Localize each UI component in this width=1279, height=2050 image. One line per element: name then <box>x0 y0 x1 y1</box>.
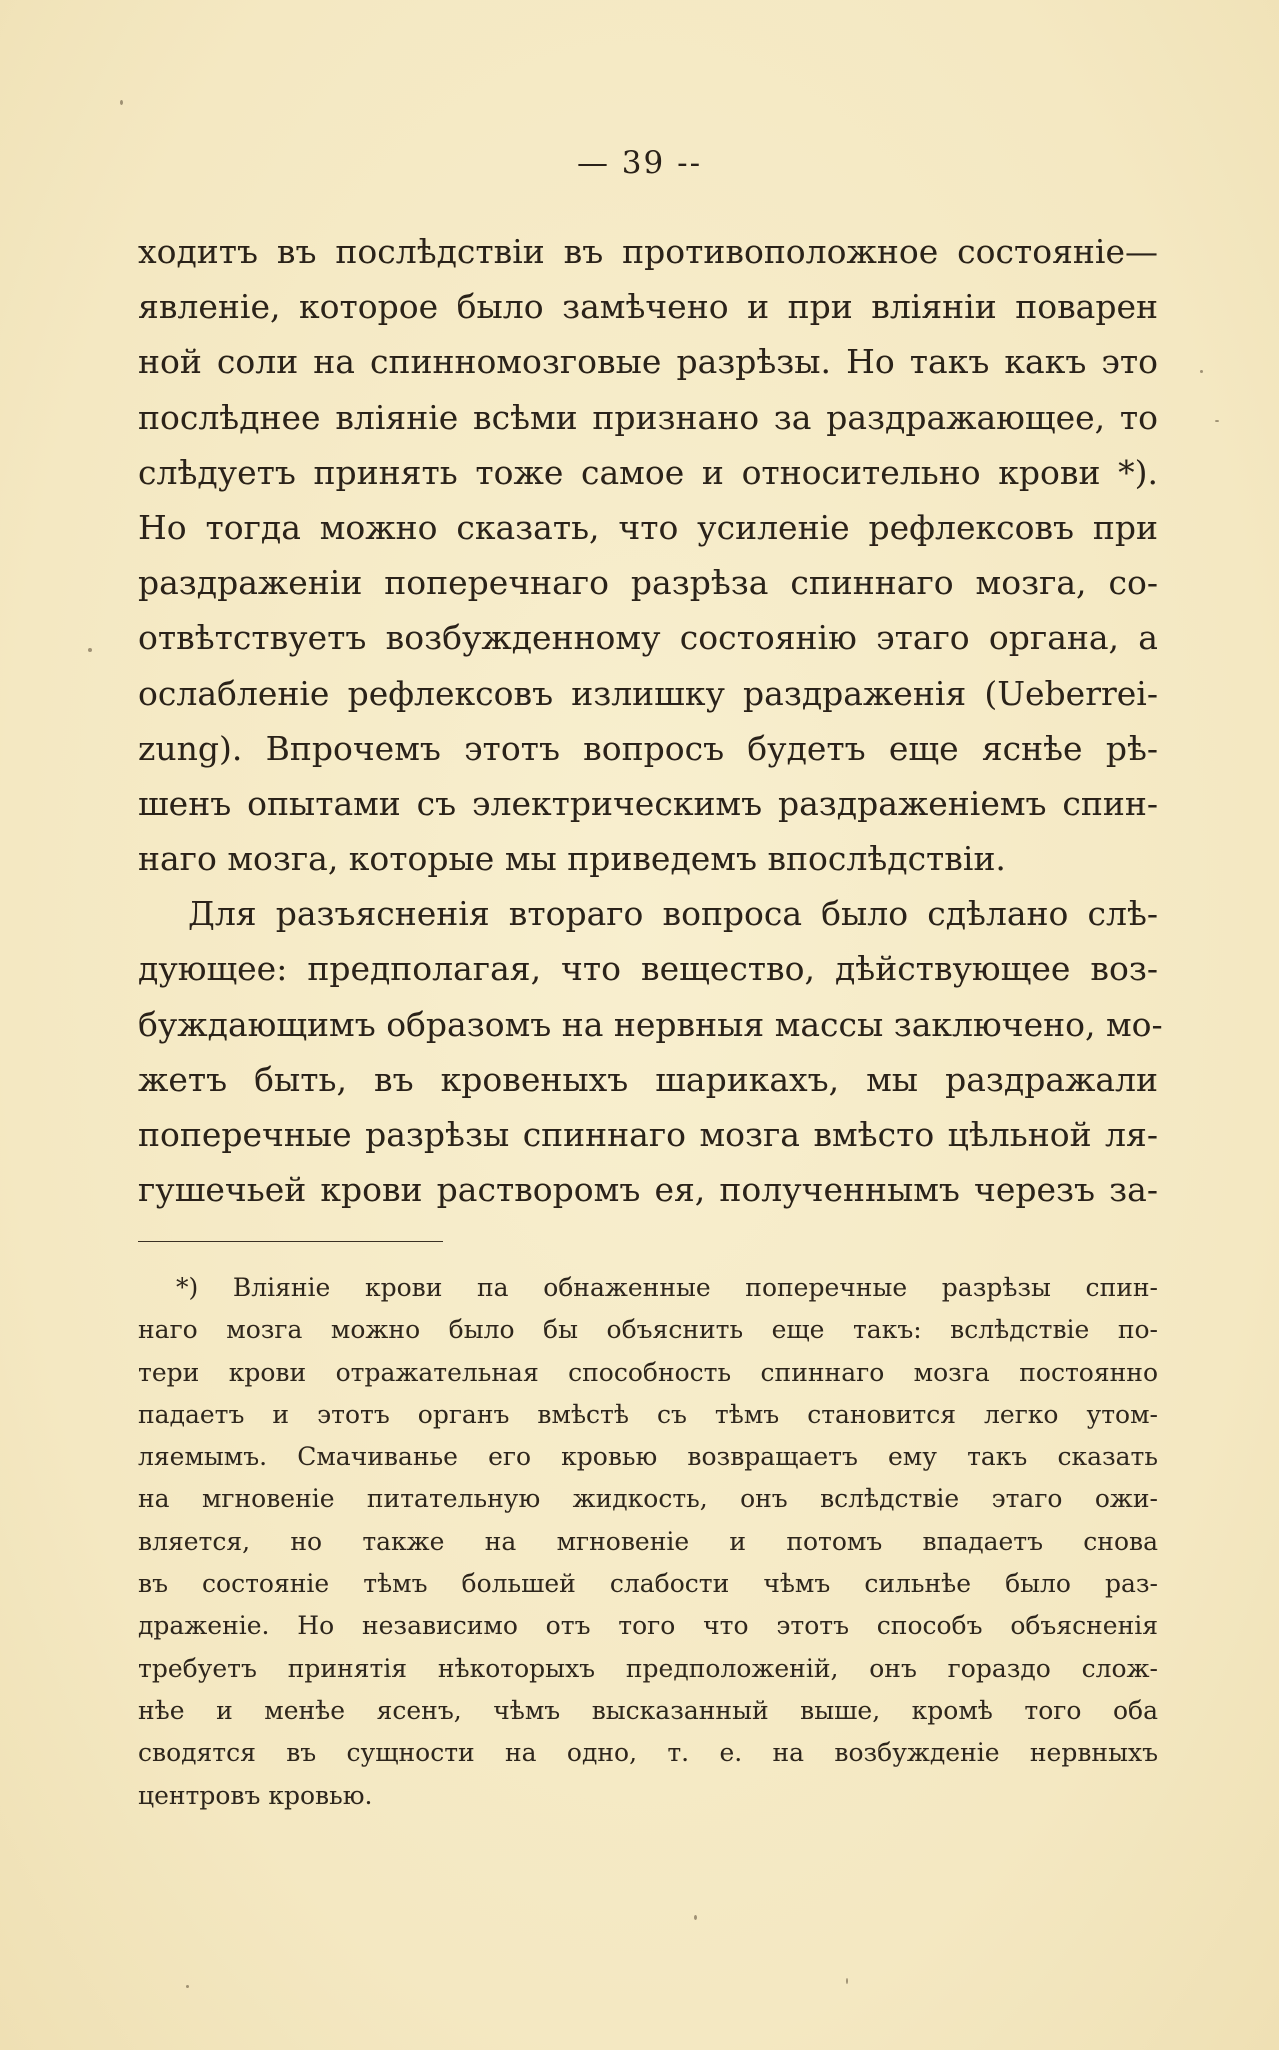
footnote-separator <box>138 1241 443 1242</box>
text-line: наго мозга, которые мы приведемъ впослѣдствіи. <box>138 839 1006 879</box>
page-number: — 39 -- <box>576 145 703 181</box>
text-line: гушечьей крови растворомъ ея, полученнымъ черезъ за- <box>138 1170 1158 1210</box>
footnote-line: драженіе. Но независимо отъ того что этотъ способъ объясненія <box>138 1611 1158 1641</box>
footnote <box>138 1267 1158 1817</box>
text-line: ной соли на спинномозговые разрѣзы. Но такъ какъ это <box>138 342 1158 382</box>
text-line: раздраженіи поперечнаго разрѣза спиннаго мозга, со- <box>138 563 1158 603</box>
text-line: отвѣтствуетъ возбужденному состоянію этаго органа, а <box>138 618 1158 658</box>
text-line: жетъ быть, въ кровеныхъ шарикахъ, мы раздражали <box>138 1059 1158 1099</box>
footnote-line: падаетъ и этотъ органъ вмѣстѣ съ тѣмъ становится легко утом- <box>138 1399 1158 1429</box>
text-line: поперечные разрѣзы спиннаго мозга вмѣсто цѣльной ля- <box>138 1115 1158 1154</box>
text-line: явленіе, которое было замѣчено и при вліяніи поварен <box>138 287 1158 327</box>
text-line: дующее: предполагая, что вещество, дѣйствующее воз- <box>138 949 1158 989</box>
text-line: послѣднее вліяніе всѣми признано за раздражающее, то <box>138 397 1158 437</box>
paper-speck <box>846 1978 848 1984</box>
footnote-line: требуетъ принятія нѣкоторыхъ предположеній, онъ гораздо слож- <box>138 1653 1158 1683</box>
text-line: шенъ опытами съ электрическимъ раздраженіемъ спин- <box>138 783 1158 823</box>
paper-speck <box>1215 420 1219 422</box>
text-line: zung). Впрочемъ этотъ вопросъ будетъ еще яснѣе рѣ- <box>138 728 1158 768</box>
text-line: Но тогда можно сказать, что усиленіе рефлексовъ при <box>138 507 1158 547</box>
footnote-line: нѣе и менѣе ясенъ, чѣмъ высказанный выше, кромѣ того оба <box>138 1695 1158 1725</box>
paper-speck <box>88 648 92 652</box>
text-line: слѣдуетъ принять тоже самое и относительно крови *). <box>138 452 1158 492</box>
footnote-line: центровъ кровью. <box>138 1780 373 1810</box>
footnote-line: сводятся въ сущности на одно, т. е. на возбужденіе нервныхъ <box>138 1738 1158 1768</box>
paper-speck <box>186 1985 189 1988</box>
text-line: ходитъ въ послѣдствіи въ противоположное состояніе— <box>138 232 1158 271</box>
footnote-line: вляется, но также на мгновеніе и потомъ впадаетъ снова <box>138 1526 1158 1556</box>
footnote-line: *) Вліяніе крови па обнаженные поперечные разрѣзы спин- <box>176 1273 1158 1302</box>
text-line: буждающимъ образомъ на нервныя массы заключено, мо- <box>138 1004 1163 1044</box>
footnote-line: въ состояніе тѣмъ большей слабости чѣмъ сильнѣе было раз- <box>138 1569 1158 1599</box>
footnote-line: ляемымъ. Смачиванье его кровью возвращаетъ ему такъ сказать <box>138 1442 1158 1472</box>
paper-speck <box>694 1915 697 1920</box>
paragraph-first-line: Для разъясненія втораго вопроса было сдѣлано слѣ- <box>188 894 1158 934</box>
text-line: ослабленіе рефлексовъ излишку раздраженія (Ueberrei- <box>138 673 1158 713</box>
footnote-line: тери крови отражательная способность спиннаго мозга постоянно <box>138 1357 1158 1387</box>
footnote-line: на мгновеніе питательную жидкость, онъ вслѣдствіе этаго ожи- <box>138 1484 1158 1514</box>
footnote-line: наго мозга можно было бы объяснить еще такъ: вслѣдствіе по- <box>138 1315 1158 1345</box>
main-text <box>138 224 1163 1217</box>
paper-speck <box>120 100 123 105</box>
paper-speck <box>1200 370 1203 373</box>
